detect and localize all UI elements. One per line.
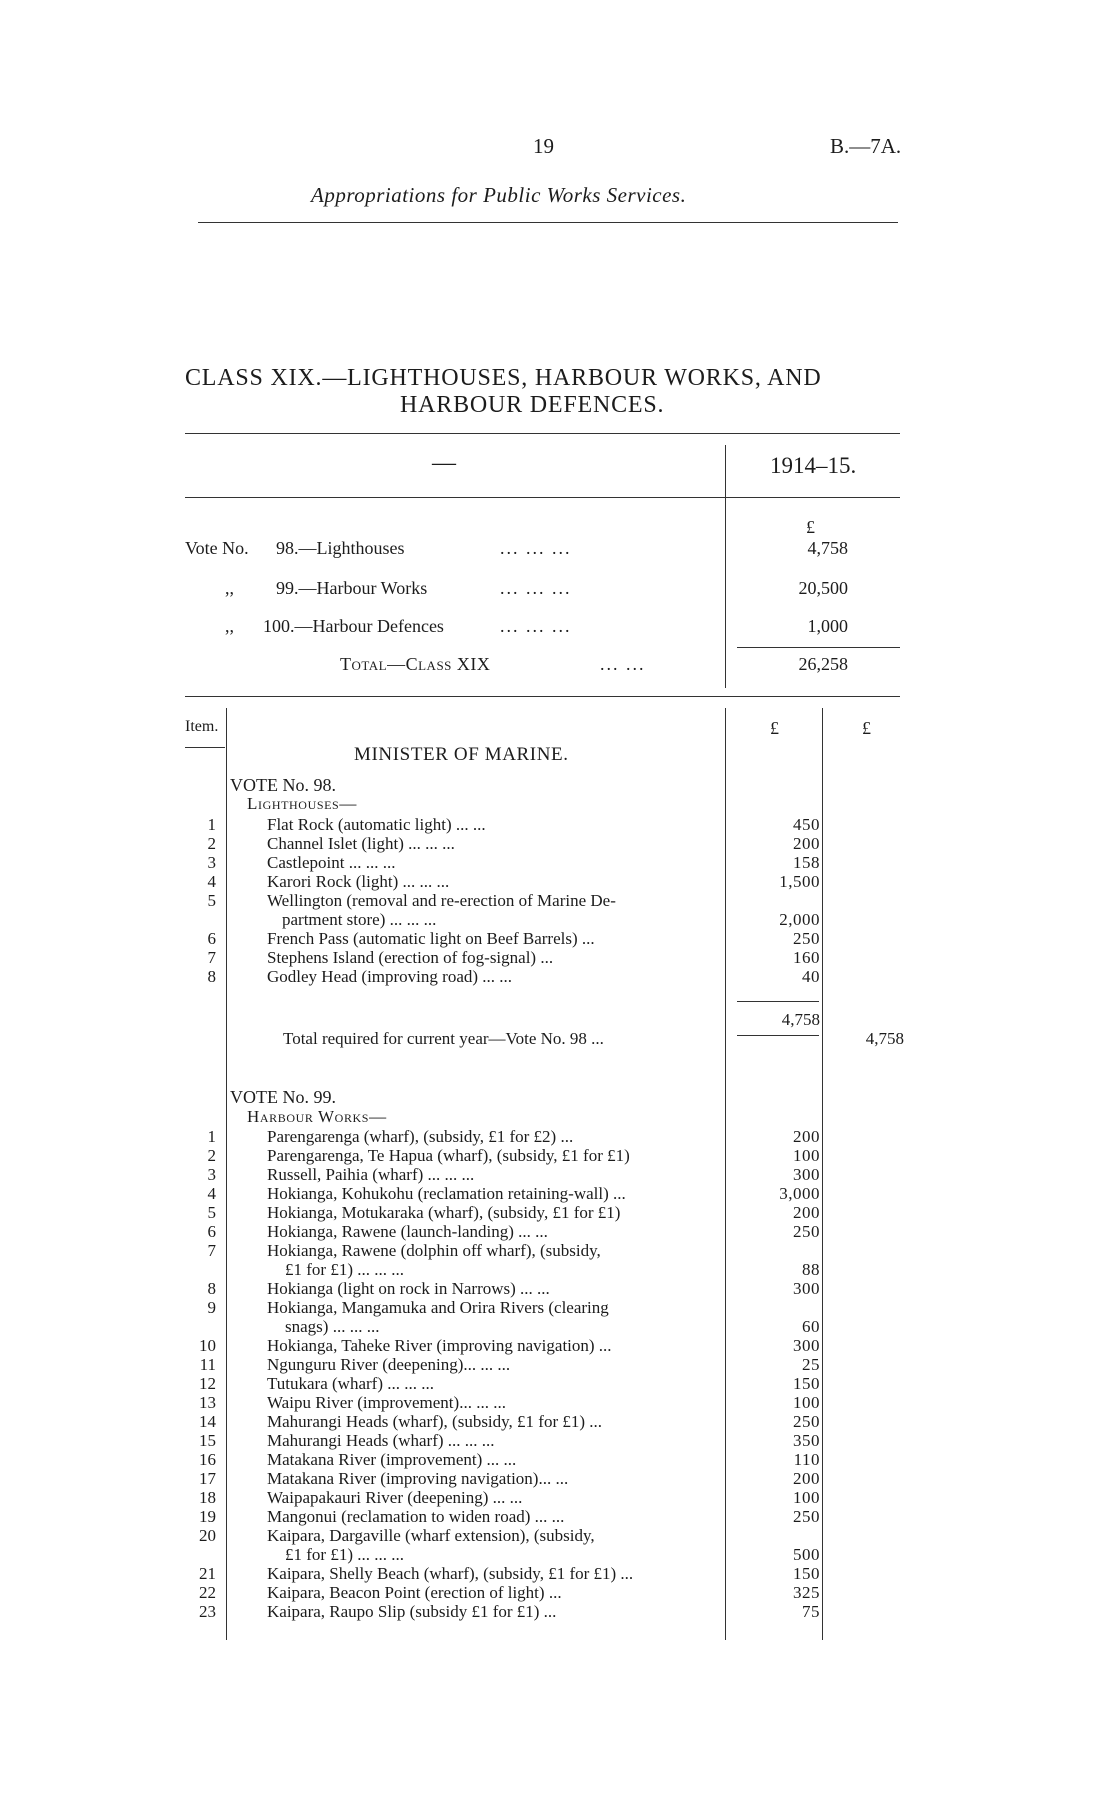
list-item — [0, 872, 1114, 892]
item-description: £1 for £1) ... ... ... — [285, 1545, 404, 1564]
list-item — [0, 891, 1114, 911]
item-number: 1 — [207, 815, 216, 834]
list-item — [0, 1526, 1114, 1546]
vote-98-total-amount: 4,758 — [865, 1029, 904, 1048]
summary-year-header: 1914–15. — [770, 453, 857, 478]
item-description: partment store) ... ... ... — [282, 910, 437, 929]
detail-currency-symbol-2: £ — [862, 718, 871, 738]
item-description: Russell, Paihia (wharf) ... ... ... — [267, 1165, 475, 1184]
item-number: 6 — [207, 929, 216, 948]
minister-heading: MINISTER OF MARINE. — [354, 744, 569, 765]
item-number: 5 — [207, 1203, 216, 1222]
item-number: 3 — [207, 853, 216, 872]
item-amount: 150 — [793, 1564, 820, 1583]
list-item — [0, 1374, 1114, 1394]
vote-98-subtotal-underline — [737, 1035, 819, 1036]
list-item — [0, 1127, 1114, 1147]
item-amount: 100 — [793, 1146, 820, 1165]
summary-row-amount: 4,758 — [807, 538, 848, 558]
list-item — [0, 1564, 1114, 1584]
item-description: Godley Head (improving road) ... ... — [267, 967, 513, 986]
list-item — [0, 910, 1114, 930]
item-description: Hokianga, Taheke River (improving navigation) ... — [267, 1336, 612, 1355]
item-number: 2 — [207, 1146, 216, 1165]
vote-98-heading: Lighthouses— — [247, 794, 357, 813]
summary-row-prefix: ,, — [225, 616, 234, 636]
list-item — [0, 1602, 1114, 1622]
item-number: 21 — [199, 1564, 216, 1583]
item-number: 4 — [207, 1184, 216, 1203]
item-number: 16 — [199, 1450, 216, 1469]
item-description: Hokianga, Mangamuka and Orira Rivers (clearing — [267, 1298, 609, 1317]
summary-row-prefix: ,, — [225, 578, 234, 598]
vote-98-subtotal-rule — [737, 1001, 819, 1002]
list-item — [0, 1222, 1114, 1242]
item-number: 1 — [207, 1127, 216, 1146]
detail-item-header: Item. — [185, 718, 219, 735]
summary-total-amount: 26,258 — [798, 654, 848, 674]
item-description: Waipu River (improvement)... ... ... — [267, 1393, 506, 1412]
item-description: Mahurangi Heads (wharf) ... ... ... — [267, 1431, 495, 1450]
summary-row-leader-dots: ... ... ... — [500, 578, 572, 598]
item-amount: 100 — [793, 1393, 820, 1412]
item-number: 19 — [199, 1507, 216, 1526]
summary-header-rule — [185, 497, 900, 498]
summary-row-leader-dots: ... ... ... — [500, 538, 572, 558]
list-item — [0, 853, 1114, 873]
item-description: Flat Rock (automatic light) ... ... — [267, 815, 486, 834]
item-number: 9 — [207, 1298, 216, 1317]
item-description: Wellington (removal and re-erection of Marine De- — [267, 891, 616, 910]
vote-99-title: VOTE No. 99. — [230, 1087, 336, 1107]
item-amount: 88 — [802, 1260, 820, 1279]
list-item — [0, 1165, 1114, 1185]
list-item — [0, 1507, 1114, 1527]
item-description: Tutukara (wharf) ... ... ... — [267, 1374, 434, 1393]
item-number: 22 — [199, 1583, 216, 1602]
summary-total-leader-dots: ... ... — [600, 654, 646, 674]
item-amount: 75 — [802, 1602, 820, 1621]
summary-row-label: 99.—Harbour Works — [276, 578, 428, 598]
item-number: 13 — [199, 1393, 216, 1412]
running-title: Appropriations for Public Works Services. — [311, 183, 687, 207]
list-item — [0, 1203, 1114, 1223]
item-amount: 2,000 — [779, 910, 820, 929]
item-amount: 150 — [793, 1374, 820, 1393]
item-number: 11 — [199, 1355, 216, 1374]
class-title-line-1: CLASS XIX.—LIGHTHOUSES, HARBOUR WORKS, AND — [185, 365, 822, 391]
list-item — [0, 1488, 1114, 1508]
item-description: Hokianga, Rawene (dolphin off wharf), (subsidy, — [267, 1241, 601, 1260]
item-amount: 250 — [793, 929, 820, 948]
item-description: Channel Islet (light) ... ... ... — [267, 834, 455, 853]
item-description: Matakana River (improving navigation)... ... — [267, 1469, 569, 1488]
summary-bottom-rule — [185, 696, 900, 697]
item-description: Stephens Island (erection of fog-signal) ... — [267, 948, 554, 967]
item-description: French Pass (automatic light on Beef Barrels) ... — [267, 929, 595, 948]
list-item — [0, 1450, 1114, 1470]
detail-currency-symbol-1: £ — [770, 718, 779, 738]
summary-column-divider — [725, 445, 726, 688]
item-amount: 250 — [793, 1412, 820, 1431]
item-amount: 325 — [793, 1583, 820, 1602]
item-description: snags) ... ... ... — [285, 1317, 380, 1336]
item-amount: 3,000 — [779, 1184, 820, 1203]
vote-98-title: VOTE No. 98. — [230, 775, 336, 795]
item-amount: 500 — [793, 1545, 820, 1564]
list-item — [0, 1545, 1114, 1565]
list-item — [0, 1393, 1114, 1413]
summary-row-leader-dots: ... ... ... — [500, 616, 572, 636]
item-number: 8 — [207, 967, 216, 986]
class-title-line-2: HARBOUR DEFENCES. — [400, 392, 665, 418]
document-reference: B.—7A. — [830, 134, 902, 158]
list-item — [0, 1336, 1114, 1356]
item-amount: 40 — [802, 967, 820, 986]
list-item — [0, 1412, 1114, 1432]
item-description: Kaipara, Dargaville (wharf extension), (subsidy, — [267, 1526, 595, 1545]
item-number: 7 — [207, 1241, 216, 1260]
summary-row-amount: 1,000 — [807, 616, 848, 636]
summary-total-rule — [737, 647, 900, 648]
item-number: 2 — [207, 834, 216, 853]
list-item — [0, 1260, 1114, 1280]
list-item — [0, 1469, 1114, 1489]
item-amount: 1,500 — [779, 872, 820, 891]
item-number: 15 — [199, 1431, 216, 1450]
item-number: 6 — [207, 1222, 216, 1241]
item-number: 14 — [199, 1412, 216, 1431]
item-number: 18 — [199, 1488, 216, 1507]
item-amount: 450 — [793, 815, 820, 834]
item-amount: 300 — [793, 1165, 820, 1184]
list-item — [0, 1317, 1114, 1337]
item-amount: 200 — [793, 1127, 820, 1146]
item-amount: 25 — [802, 1355, 820, 1374]
list-item — [0, 1355, 1114, 1375]
detail-item-header-rule — [185, 747, 225, 748]
item-description: £1 for £1) ... ... ... — [285, 1260, 404, 1279]
item-description: Kaipara, Shelly Beach (wharf), (subsidy, £1 for £1) ... — [267, 1564, 634, 1583]
vote-99-heading: Harbour Works— — [247, 1107, 387, 1126]
summary-row-label: 100.—Harbour Defences — [263, 616, 444, 636]
summary-row-prefix: Vote No. — [185, 538, 249, 558]
list-item — [0, 1241, 1114, 1261]
list-item — [0, 1431, 1114, 1451]
summary-total-label: Total—Class XIX — [340, 654, 491, 674]
item-description: Mangonui (reclamation to widen road) ... ... — [267, 1507, 565, 1526]
item-description: Hokianga, Kohukohu (reclamation retaining-wall) ... — [267, 1184, 626, 1203]
item-description: Kaipara, Beacon Point (erection of light) ... — [267, 1583, 562, 1602]
summary-dash-header: — — [432, 450, 456, 476]
summary-currency-symbol: £ — [806, 517, 815, 537]
item-amount: 100 — [793, 1488, 820, 1507]
item-number: 5 — [207, 891, 216, 910]
item-description: Waipapakauri River (deepening) ... ... — [267, 1488, 523, 1507]
item-number: 7 — [207, 948, 216, 967]
item-description: Kaipara, Raupo Slip (subsidy £1 for £1) ... — [267, 1602, 557, 1621]
list-item — [0, 967, 1114, 987]
item-amount: 158 — [793, 853, 820, 872]
header-rule — [198, 222, 898, 223]
list-item — [0, 1279, 1114, 1299]
item-number: 10 — [199, 1336, 216, 1355]
item-amount: 160 — [793, 948, 820, 967]
item-number: 4 — [207, 872, 216, 891]
list-item — [0, 1583, 1114, 1603]
item-amount: 300 — [793, 1336, 820, 1355]
list-item — [0, 948, 1114, 968]
item-description: Mahurangi Heads (wharf), (subsidy, £1 for £1) ... — [267, 1412, 603, 1431]
item-number: 12 — [199, 1374, 216, 1393]
title-rule — [185, 433, 900, 434]
vote-98-subtotal: 4,758 — [781, 1010, 820, 1029]
item-amount: 200 — [793, 1203, 820, 1222]
list-item — [0, 1298, 1114, 1318]
item-number: 23 — [199, 1602, 216, 1621]
item-description: Ngunguru River (deepening)... ... ... — [267, 1355, 511, 1374]
item-number: 17 — [199, 1469, 216, 1488]
item-amount: 350 — [793, 1431, 820, 1450]
summary-row-label: 98.—Lighthouses — [276, 538, 405, 558]
item-amount: 300 — [793, 1279, 820, 1298]
list-item — [0, 815, 1114, 835]
item-amount: 60 — [802, 1317, 820, 1336]
item-amount: 250 — [793, 1222, 820, 1241]
list-item — [0, 929, 1114, 949]
item-description: Parengarenga, Te Hapua (wharf), (subsidy, £1 for £1) — [267, 1146, 630, 1165]
item-description: Parengarenga (wharf), (subsidy, £1 for £2) ... — [267, 1127, 574, 1146]
item-description: Hokianga, Rawene (launch-landing) ... ... — [267, 1222, 548, 1241]
item-amount: 200 — [793, 834, 820, 853]
item-amount: 110 — [793, 1450, 820, 1469]
item-amount: 250 — [793, 1507, 820, 1526]
page-number: 19 — [533, 134, 554, 158]
item-number: 20 — [199, 1526, 216, 1545]
item-description: Hokianga (light on rock in Narrows) ... ... — [267, 1279, 550, 1298]
list-item — [0, 834, 1114, 854]
item-amount: 200 — [793, 1469, 820, 1488]
list-item — [0, 1146, 1114, 1166]
item-description: Matakana River (improvement) ... ... — [267, 1450, 517, 1469]
summary-row-amount: 20,500 — [798, 578, 848, 598]
item-description: Karori Rock (light) ... ... ... — [267, 872, 450, 891]
item-number: 3 — [207, 1165, 216, 1184]
item-description: Hokianga, Motukaraka (wharf), (subsidy, £1 for £1) — [267, 1203, 621, 1222]
item-description: Castlepoint ... ... ... — [267, 853, 396, 872]
vote-98-total-label: Total required for current year—Vote No. 98 ... — [283, 1029, 604, 1048]
list-item — [0, 1184, 1114, 1204]
item-number: 8 — [207, 1279, 216, 1298]
